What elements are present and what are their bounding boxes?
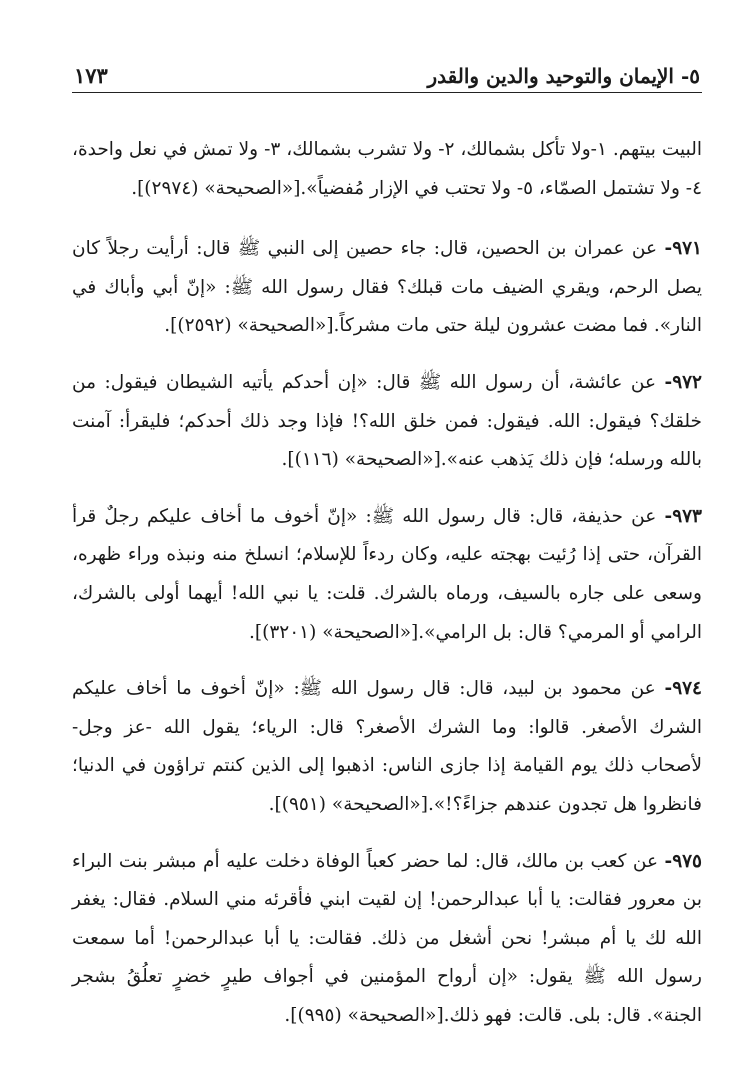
chapter-title: ٥- الإيمان والتوحيد والدين والقدر (427, 64, 700, 88)
hadith-paragraph-972 (72, 364, 702, 480)
hadith-paragraph-971 (72, 230, 702, 346)
page-number: ١٧٣ (74, 63, 108, 88)
hadith-number: ٩٧١- (664, 238, 702, 260)
paragraph-text: عن حذيفة، قال: قال رسول الله ﷺ: «إنّ أخوف ما أخاف عليكم رجلٌ قرأ القرآن، حتى إذا رُئيت بهجته عليه، وكان ردءاً للإسلام؛ انسلخ منه ونبذه وراء ظهره، وسعى على جاره بالسيف، ورماه بالشرك. قلت: يا نبي الله! أيهما أولى بالشرك، الرامي أو المرمي؟ قال: بل الرامي».[«الصحيحة» (٣٢٠١)]. (72, 505, 702, 643)
hadith-paragraph-continued (72, 131, 702, 208)
paragraph-text: عن عمران بن الحصين، قال: جاء حصين إلى النبي ﷺ قال: أرأيت رجلاً كان يصل الرحم، ويقري الضيف مات قبلك؟ فقال رسول الله ﷺ: «إنّ أبي وأباك في النار». فما مضت عشرون ليلة حتى مات مشركاً.[«الصحيحة» (٢٥٩٢)]. (72, 238, 702, 337)
hadith-number: ٩٧٥- (664, 850, 702, 872)
page-body (72, 131, 702, 1035)
hadith-number: ٩٧٤- (664, 678, 702, 700)
paragraph-text: عن كعب بن مالك، قال: لما حضر كعباً الوفاة دخلت عليه أم مبشر بنت البراء بن معرور فقالت: يا أبا عبدالرحمن! إن لقيت ابني فأقرئه مني السلام. فقال: يغفر الله لك يا أم مبشر! نحن أشغل من ذلك. فقالت: يا أبا عبدالرحمن! أما سمعت رسول الله ﷺ يقول: «إن أرواح المؤمنين في أجواف طيرٍ خضرٍ تعلُقُ بشجر الجنة». قال: بلى. قالت: فهو ذلك.[«الصحيحة» (٩٩٥)]. (72, 850, 702, 1026)
page-header (72, 48, 702, 93)
paragraph-text: عن محمود بن لبيد، قال: قال رسول الله ﷺ: «إنّ أخوف ما أخاف عليكم الشرك الأصغر. قالوا: وما الشرك الأصغر؟ قال: الرياء؛ يقول الله -عز وجل- لأصحاب ذلك يوم القيامة إذا جازى الناس: اذهبوا إلى الذين كنتم تراؤون في الدنيا؛ فانظروا هل تجدون عندهم جزاءً؟!».[«الصحيحة» (٩٥١)]. (72, 678, 702, 815)
hadith-paragraph-975 (72, 843, 702, 1036)
hadith-paragraph-973 (72, 498, 702, 652)
hadith-number: ٩٧٣- (664, 505, 702, 527)
book-page (72, 48, 702, 1058)
paragraph-text: عن عائشة، أن رسول الله ﷺ قال: «إن أحدكم يأتيه الشيطان فيقول: من خلقك؟ فيقول: الله. فيقول: فمن خلق الله؟! فإذا وجد ذلك أحدكم؛ فليقرأ: آمنت بالله ورسله؛ فإن ذلك يَذهب عنه».[«الصحيحة» (١١٦)]. (72, 371, 702, 471)
hadith-paragraph-974 (72, 670, 702, 824)
paragraph-text: البيت بيتهم. ١-ولا تأكل بشمالك، ٢- ولا تشرب بشمالك، ٣- ولا تمش في نعل واحدة، ٤- ولا تشتمل الصمّاء، ٥- ولا تحتب في الإزار مُفضياً».[«الصحيحة» (٢٩٧٤)]. (72, 139, 703, 199)
hadith-number: ٩٧٢- (664, 371, 702, 393)
